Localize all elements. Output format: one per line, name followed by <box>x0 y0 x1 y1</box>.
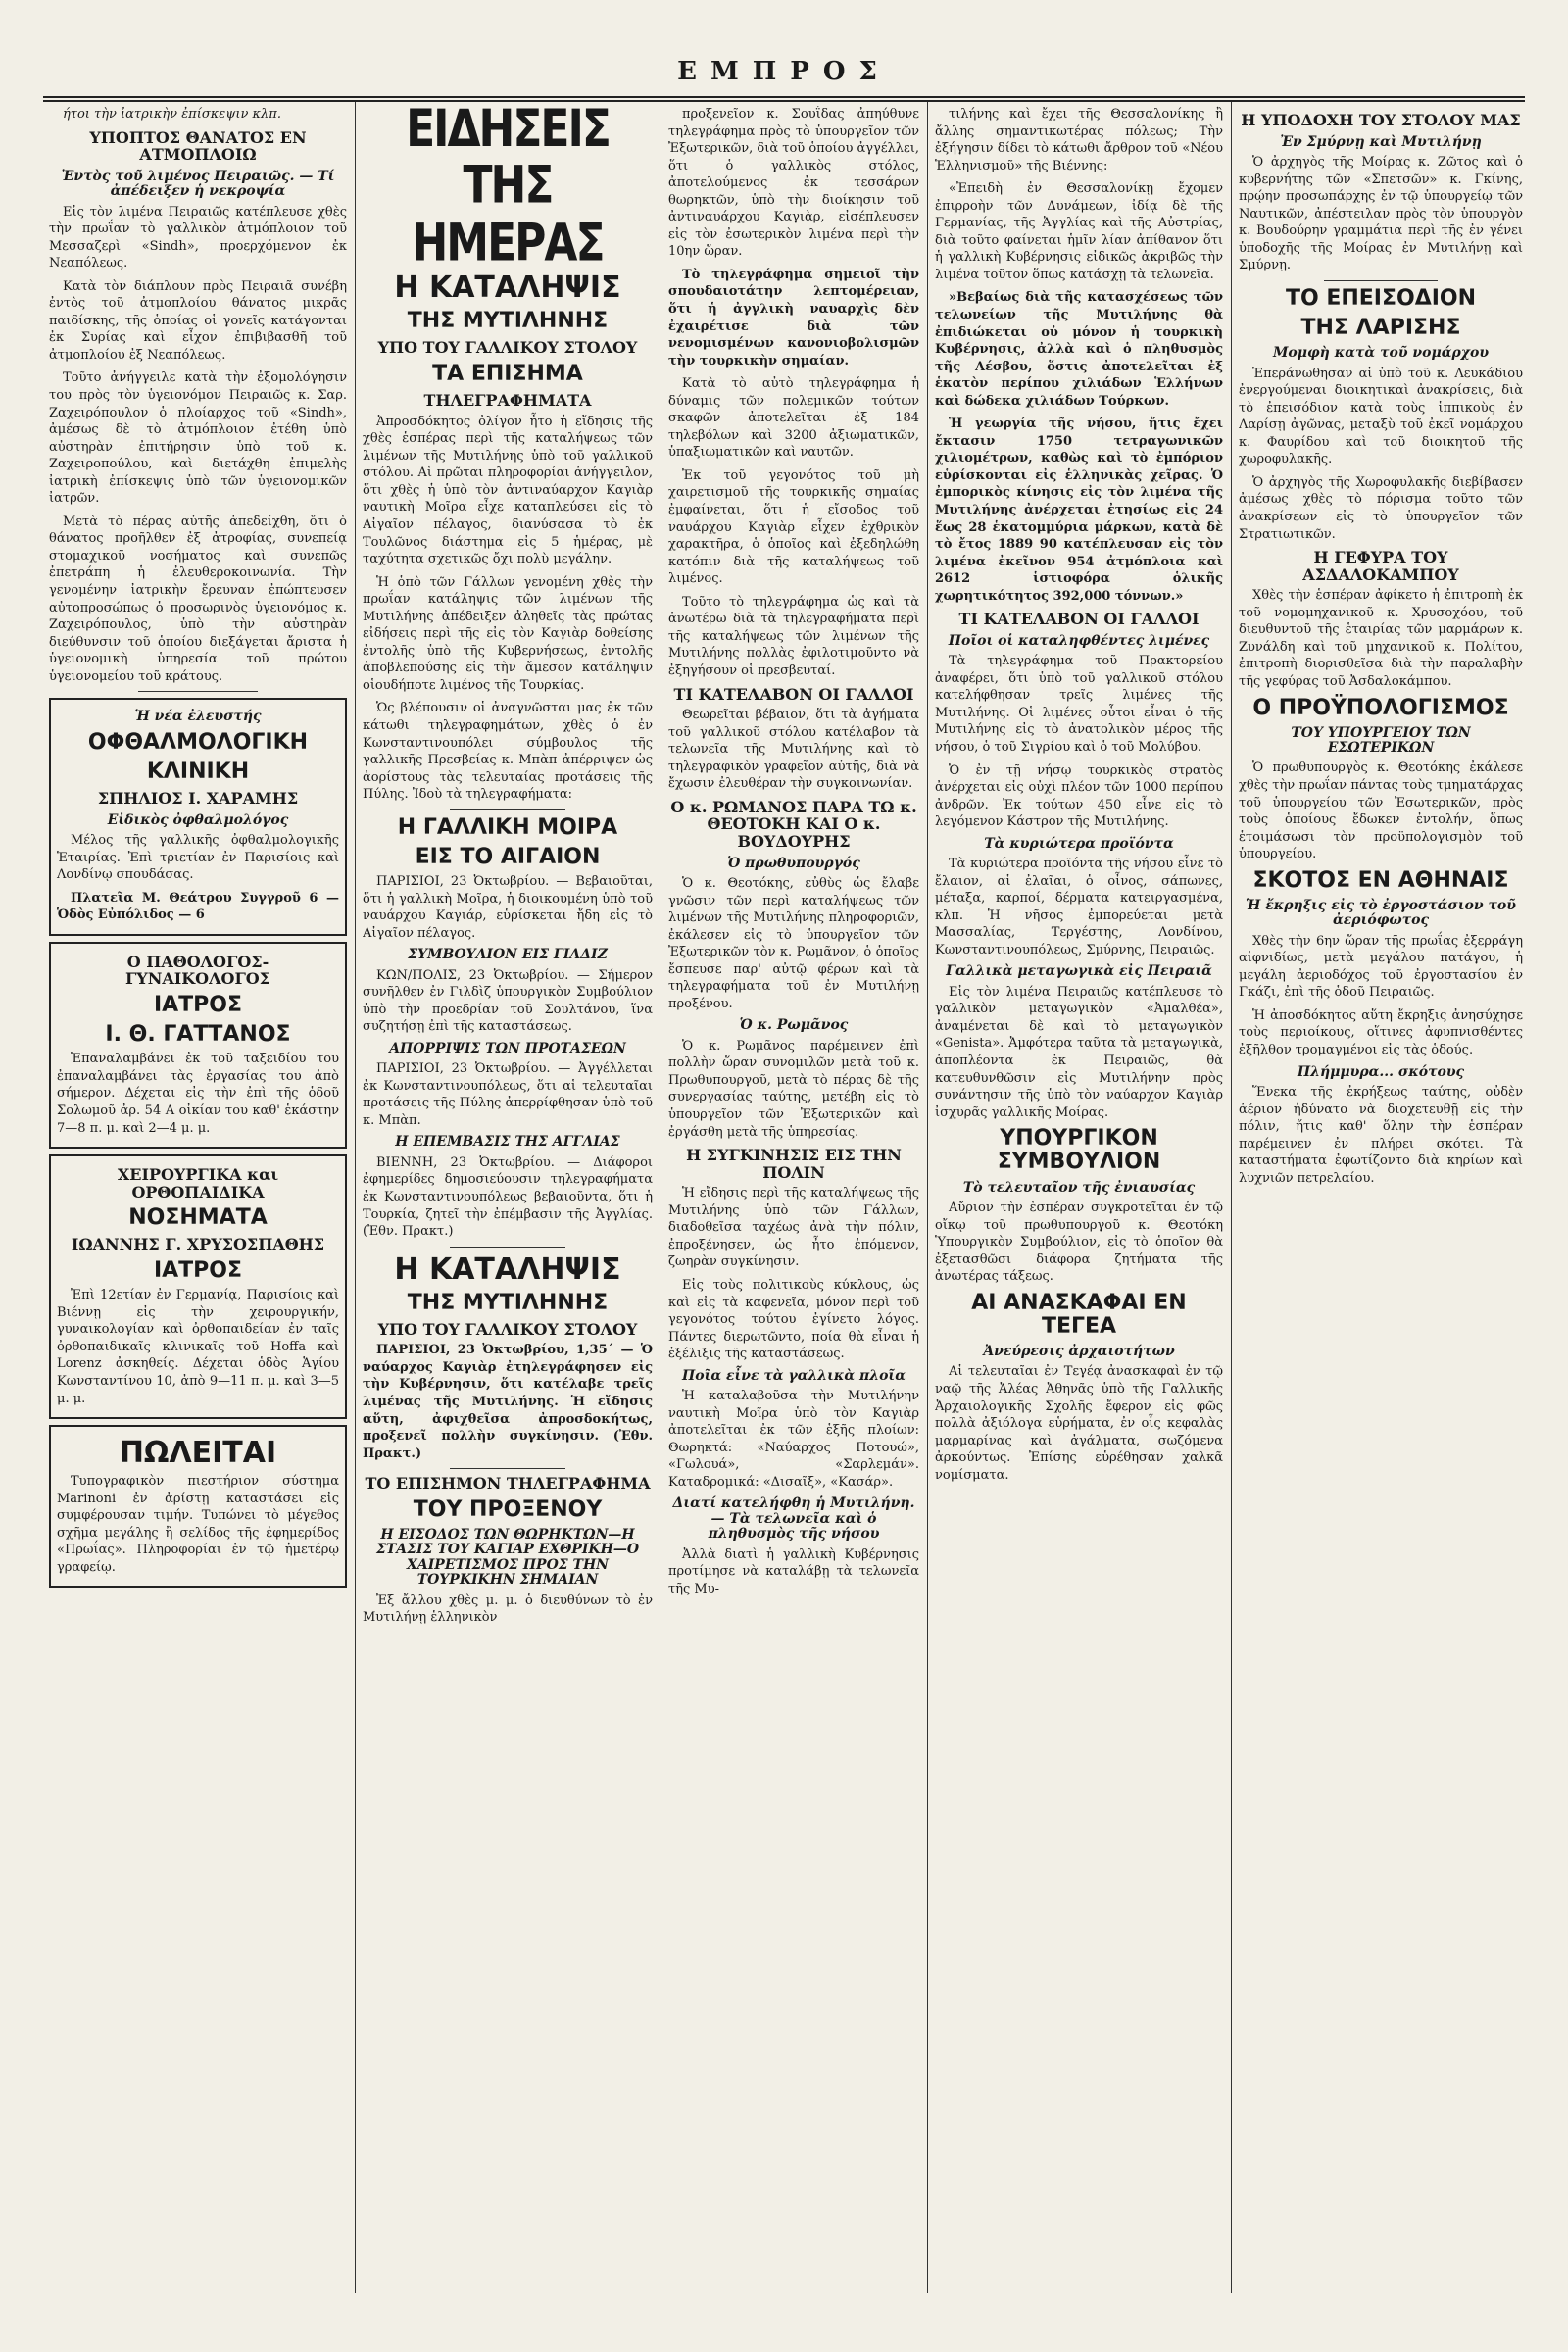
subheading: Ποῖοι οἱ καταληφθέντες λιμένες <box>948 632 1210 649</box>
ad-pathologist <box>49 942 347 1149</box>
headline: ΥΠΟΥΡΓΙΚΟΝ ΣΥΜΒΟΥΛΙΟΝ <box>997 1126 1161 1175</box>
ad-role: ΙΑΤΡΟΣ <box>153 992 243 1017</box>
article-paragraph: Αἱ τελευταῖαι ἐν Τεγέᾳ ἀνασκαφαὶ ἐν τῷ ναῷ τῆς Ἀλέας Ἀθηνᾶς ὑπὸ τῆς Γαλλικῆς Ἀρχαιολογικῆς Σχολῆς ἔφερον εἰς φῶς πολλὰ ἀξιόλογα εὑρήματα, ἐν οἷς κεφαλὰς μαρμαρίνας καὶ ἀγάλματα, σωζόμενα ἀρκούντως. Ἐπίσης εὑρέθησαν χαλκᾶ νομίσματα. <box>935 1364 1223 1483</box>
column-divider <box>661 102 662 2293</box>
subheading: Τὰ κυριώτερα προϊόντα <box>984 835 1174 852</box>
article-paragraph: προξενεῖον κ. Σουΐδας ἀπηύθυνε τηλεγράφημα πρὸς τὸ ὑπουργεῖον τῶν Ἐξωτερικῶν, διὰ τοῦ ὁποίου ἀγγέλλει, ὅτι ὁ γαλλικὸς στόλος, ἀποτελούμενος ἐκ τεσσάρων θωρηκτῶν, ὑπὸ τὴν διοίκησιν τοῦ ἀντιναυάρχου Καγιὰρ, εἰσέπλευσεν εἰς τὸν ἐσωτερικὸν λιμένα περὶ τὴν 10ην ὥραν. <box>668 107 919 260</box>
column-divider <box>355 102 356 2293</box>
column-divider <box>927 102 928 2293</box>
article-paragraph: Ἡ ὁπὸ τῶν Γάλλων γενομένη χθὲς τὴν πρωΐαν κατάληψις τῶν λιμένων τῆς Μυτιλήνης ἀπέδειξεν ἀληθεῖς τὰς πρώτας εἰδήσεις περὶ τῆς εἰς τὸν Καγιὰρ δοθείσης ἐντολῆς ὑπὸ τῆς Κυβερνήσεως, ἐντολῆς ἀποβλεπούσης εἰς τὴν ἄμεσον κατάληψιν οἱουδήποτε λιμένος τῆς Τουρκίας. <box>363 574 653 693</box>
column-4 <box>935 106 1223 2291</box>
subheading: Ὁ πρωθυπουργός <box>727 855 860 871</box>
divider <box>1324 280 1438 281</box>
column-1 <box>49 106 347 2291</box>
subheading: Ἀνεύρεσις ἀρχαιοτήτων <box>983 1344 1175 1360</box>
ad-text: Ἐπὶ 12ετίαν ἐν Γερμανίᾳ, Παρισίοις καὶ Βιέννῃ εἰς τὴν χειρουργικήν, γυναικολογίαν καὶ ὀρθοπαιδείαν ἐν ταῖς ὀρθοπαιδικαῖς κλινικαῖς τοῦ Hoffa καὶ Lorenz ἀσκηθείς. Δέχεται ὁδὸς Ἁγίου Κωνσταντίνου 10, ἀπὸ 9—11 π. μ. καὶ 3—5 μ. μ. <box>57 1288 339 1406</box>
headline: Ο ΠΡΟΫΠΟΛΟΓΙΣΜΟΣ <box>1252 695 1509 720</box>
article-paragraph: ΒΙΕΝΝΗ, 23 Ὀκτωβρίου. — Διάφοροι ἐφημερίδες δημοσιεύουσιν τηλεγραφήματα ἐκ Κωνσταντινουπόλεως βεβαιοῦντα, ὅτι ἡ Τουρκία, ζητεῖ τὴν ἐπέμβασιν τῆς Ἀγγλίας. (Ἐθν. Πρακτ.) <box>363 1154 653 1240</box>
headline: ΤΙ ΚΑΤΕΛΑΒΟΝ ΟΙ ΓΑΛΛΟΙ <box>673 684 914 704</box>
ad-text: Τυπογραφικὸν πιεστήριον σύστημα Marinoni ἐν ἀρίστῃ καταστάσει εἰς συμφέρουσαν τιμήν. Τυπώνει τὸ μέγεθος σχῆμα μεγάλης ἢ σελίδος τῆς ἐφημερίδος «Πρωΐας». Πληροφορίαι ἐν τῷ ἡμετέρῳ γραφείῳ. <box>57 1474 339 1575</box>
article-paragraph: Τὸ τηλεγράφημα σημειοῖ τὴν σπουδαιοτάτην λεπτομέρειαν, ὅτι ἡ ἀγγλικὴ ναυαρχὶς δὲν ἐχαιρέτισε διὰ τῶν νενομισμένων κανονιοβολισμῶν τὴν τουρκικὴν σημαίαν. <box>668 267 919 368</box>
subheading: ΑΠΟΡΡΙΨΙΣ ΤΩΝ ΠΡΟΤΑΣΕΩΝ <box>389 1040 626 1056</box>
headline: ΣΚΟΤΟΣ ΕΝ ΑΘΗΝΑΙΣ <box>1252 867 1509 893</box>
ad-surgery <box>49 1154 347 1419</box>
article-paragraph: Κατὰ τὸν διάπλουν πρὸς Πειραιᾶ συνέβη ἐντὸς τοῦ ἀτμοπλοίου θάνατος μικρᾶς παιδίσκης, τῆς ὁποίας οἱ γονεῖς κατάγονται ἐκ Συρίας καὶ εἶχον ἐπιβιβασθῆ τοῦ ἀτμοπλοίου ἐξ Νεαπόλεως. <box>49 278 347 363</box>
headline: ΤΗΣ ΜΥΤΙΛΗΝΗΣ <box>407 309 609 334</box>
subheading: Πλήμμυρα... σκότους <box>1297 1063 1465 1080</box>
article-paragraph: »Βεβαίως διὰ τῆς κατασχέσεως τῶν τελωνείων τῆς Μυτιλήνης θὰ ἐπιδιώκεται οὐ μόνον ἡ τουρκικὴ Κυβέρνησις, ἀλλὰ καὶ ὁ πληθυσμὸς τῆς Λέσβου, ὅστις ἀποτελεῖται ἐξ ἑκατὸν περίπου χιλιάδων Ἑλλήνων καὶ δώδεκα χιλιάδων Τούρκων. <box>935 290 1223 409</box>
article-paragraph: Ἐπεράνωθησαν αἱ ὑπὸ τοῦ κ. Λευκάδιου ἐνεργούμεναι διοικητικαὶ ἀνακρίσεις, διὰ τὸ ἐπεισόδιον κατὰ τοὺς ἱππικοὺς ἐν Λαρίσῃ ἀγῶνας, μεταξὺ τοῦ ἐκεῖ νομάρχου κ. Φαυρίδου καὶ τοῦ διοικητοῦ τῆς χωροφυλακῆς. <box>1239 366 1523 467</box>
headline: ΥΠΟ ΤΟΥ ΓΑΛΛΙΚΟΥ ΣΤΟΛΟΥ <box>377 1319 638 1339</box>
subheading: Γαλλικὰ μεταγωγικὰ εἰς Πειραιᾶ <box>946 963 1212 980</box>
article-paragraph: Ὁ πρωθυπουργὸς κ. Θεοτόκης ἐκάλεσε χθὲς τὴν πρωΐαν πάντας τοὺς τμηματάρχας τοῦ ὑπουργείου τῶν Ἐσωτερικῶν, πρὸς τοὺς ὁποίους ἔδωκεν ἐντολήν, ὅπως ἑτοιμάσωσι τὸν προϋπολογισμὸν τοῦ ὑπουργείου. <box>1239 760 1523 862</box>
article-paragraph: Ὡς βλέπουσιν οἱ ἀναγνῶσται μας ἐκ τῶν κάτωθι τηλεγραφημάτων, χθὲς ὁ ἐν Κωνσταντινουπόλει σύμβουλος τῆς γαλλικῆς Πρεσβείας κ. Μπὰπ ἀπέρριψεν ὡς ἀορίστους τὰς τελευταίας προτάσεις τῆς Πύλης. Ἰδοὺ τὰ τηλεγραφήματα: <box>363 701 653 803</box>
headline: Η ΥΠΟΔΟΧΗ ΤΟΥ ΣΤΟΛΟΥ ΜΑΣ <box>1241 111 1521 129</box>
col1-intro: ήτοι τὴν ἰατρικὴν ἐπίσκεψιν κλπ. <box>63 107 281 122</box>
ad-role: Εἰδικὸς ὀφθαλμολόγος <box>107 811 289 828</box>
subheading: Τὸ τελευταῖον τῆς ἐνιαυσίας <box>962 1179 1196 1196</box>
subheading: Ὁ κ. Ρωμᾶνος <box>739 1017 849 1034</box>
ad-title: Ο ΠΑΘΟΛΟΓΟΣ-ΓΥΝΑΙΚΟΛΟΓΟΣ <box>124 952 271 989</box>
article-paragraph: ΠΑΡΙΣΙΟΙ, 23 Ὀκτωβρίου, 1,35΄ — Ὁ ναύαρχος Καγιὰρ ἐτηλεγράφησεν εἰς τὴν Κυβέρνησιν, ὅτι κατέλαβε τρεῖς λιμένας τῆς Μυτιλήνης. Ἡ εἴδησις αὕτη, ἀφιχθεῖσα ἀπροσδοκήτως, προξενεῖ πολλὴν συγκίνησιν. (Ἐθν. Πρακτ.) <box>363 1343 653 1461</box>
ad-doctor-name: ΙΩΑΝΝΗΣ Γ. ΧΡΥΣΟΣΠΑΘΗΣ <box>71 1235 325 1254</box>
masthead-rule-2 <box>43 100 1525 102</box>
article-paragraph: Εἰς τὸν λιμένα Πειραιῶς κατέπλευσε τὸ γαλλικὸν μεταγωγικὸν «Ἀμαλθέα», ἀναμένεται δὲ καὶ τὸ μεταγωγικὸν «Genista». Ἀμφότερα ταῦτα τὰ μεταγωγικὰ, ἀποπλέοντα ἐκ Πειραιῶς, θὰ κατευθυνθῶσιν εἰς Μυτιλήνην πρὸς συνάντησιν τῆς ὑπὸ τὸν ναύαρχον Καγιὰρ ἰσχυρᾶς γαλλικῆς Μοίρας. <box>935 984 1223 1120</box>
article-paragraph: Τοῦτο τὸ τηλεγράφημα ὡς καὶ τὰ ἀνωτέρω διὰ τὰ τηλεγραφήματα περὶ τῆς καταλήψεως τῶν λιμένων τῆς Μυτιλήνης πολλὰς ἐφιλοτιμοῦντο νὰ ἐξηγήσουν οἱ πρεσβευταί. <box>668 594 919 678</box>
divider <box>450 1247 565 1248</box>
column-3 <box>668 106 919 2291</box>
subheading: Η ΕΠΕΜΒΑΣΙΣ ΤΗΣ ΑΓΓΛΙΑΣ <box>395 1134 620 1151</box>
headline: ΤΟ ΕΠΕΙΣΟΔΙΟΝ <box>1285 285 1477 311</box>
article-paragraph: ΚΩΝ/ΠΟΛΙΣ, 23 Ὀκτωβρίου. — Σήμερον συνῆλθεν ἐν Γιλδὶζ ὑπουργικὸν Συμβούλιον ὑπὸ τὴν προεδρίαν τοῦ Σουλτάνου, ἵνα συζητήσῃ ἐπὶ τῆς καταστάσεως. <box>363 967 653 1035</box>
article-paragraph: Ἡ καταλαβοῦσα τὴν Μυτιλήνην ναυτικὴ Μοῖρα ὑπὸ τὸν Καγιὰρ ἀποτελεῖται ἐκ τῶν ἑξῆς πλοίων: Θωρηκτά: «Ναύαρχος Ποτουώ», «Γωλουά», «Σαρλεμάν». Καταδρομικά: «Δισαῖξ», «Κασάρ». <box>668 1389 919 1490</box>
article-paragraph: Ἐκ τοῦ γεγονότος τοῦ μὴ χαιρετισμοῦ τῆς τουρκικῆς σημαίας ἐμφαίνεται, ὅτι ἡ εἴσοδος τοῦ ναυάρχου Καγιὰρ εἶχεν ἐχθρικὸν χαρακτῆρα, ὁ ὁποῖος καὶ ἐξεδηλώθη κατόπιν διὰ τῆς καταλήψεως τοῦ λιμένος. <box>668 467 919 587</box>
article-paragraph: Τὰ τηλεγράφημα τοῦ Πρακτορείου ἀναφέρει, ὅτι ὑπὸ τοῦ γαλλικοῦ στόλου κατελήφθησαν τρεῖς λιμένες τῆς Μυτιλήνης. Οἱ λιμένες οὗτοι εἶναι ὁ τῆς Μυτιλήνης εἰς τὸ ἀνατολικὸν μέρος τῆς νήσου, ὁ τοῦ Σιγρίου καὶ ὁ τοῦ Μολύβου. <box>935 654 1223 756</box>
subheading: Ἡ ἔκρηξις εἰς τὸ ἐργοστάσιον τοῦ ἀεριόφωτος <box>1246 897 1516 929</box>
ad-doctor-name: Ι. Θ. ΓΑΤΤΑΝΟΣ <box>105 1022 291 1048</box>
subheading: ΤΟΥ ΥΠΟΥΡΓΕΙΟΥ ΤΩΝ ΕΣΩΤΕΡΙΚΩΝ <box>1291 724 1471 757</box>
subheading: ΣΥΜΒΟΥΛΙΟΝ ΕΙΣ ΓΙΛΔΙΖ <box>408 947 608 963</box>
article-paragraph: Θεωρεῖται βέβαιον, ὅτι τὰ ἀγήματα τοῦ γαλλικοῦ στόλου κατέλαβον τὰ τελωνεῖα τῆς Μυτιλήνης καὶ τὸ τηλεγραφικὸν γραφεῖον αὐτῆς, διὰ νὰ ἔχωσιν ἐλευθέραν τὴν συγκοινωνίαν. <box>668 708 919 792</box>
article-paragraph: ΠΑΡΙΣΙΟΙ, 23 Ὀκτωβρίου. — Βεβαιοῦται, ὅτι ἡ γαλλικὴ Μοῖρα, ἡ διοικουμένη ὑπὸ τοῦ ναυάρχου Καγιάρ, εὑρίσκεται ἤδη εἰς τὸ Αἰγαῖον πέλαγος. <box>363 874 653 941</box>
ad-title: ΝΟΣΗΜΑΤΑ <box>128 1205 268 1231</box>
headline: Η ΓΕΦΥΡΑ ΤΟΥ ΑΣΔΑΛΟΚΑΜΠΟΥ <box>1302 548 1459 584</box>
article-paragraph: Ἐξ ἄλλου χθὲς μ. μ. ὁ διευθύνων τὸ ἐν Μυτιλήνῃ ἑλληνικὸν <box>363 1592 653 1626</box>
subheading: Διατί κατελήφθη ἡ Μυτιλήνη. — Τὰ τελωνεῖα καὶ ὁ πληθυσμὸς τῆς νήσου <box>672 1495 915 1543</box>
headline: Η ΚΑΤΑΛΗΨΙΣ <box>394 1251 621 1287</box>
article-paragraph: Εἰς τοὺς πολιτικοὺς κύκλους, ὡς καὶ εἰς τὰ καφενεῖα, μόνον περὶ τοῦ γεγονότος τούτου ἐγίνετο λόγος. Πάντες διερωτῶντο, ποία θὰ εἶναι ἡ ἐξέλιξις τῆς καταστάσεως. <box>668 1277 919 1362</box>
article-paragraph: Ἀλλὰ διατὶ ἡ γαλλικὴ Κυβέρνησις προτίμησε νὰ καταλάβῃ τὰ τελωνεῖα τῆς Μυ- <box>668 1546 919 1596</box>
article-paragraph: Ὁ κ. Θεοτόκης, εὐθὺς ὡς ἔλαβε γνῶσιν τῶν περὶ καταλήψεως τῶν λιμένων τῆς Μυτιλήνης πληροφοριῶν, ἐκάλεσεν εἰς τὸ ὑπουργεῖον τῶν Ἐξωτερικῶν τὸν κ. Ρωμᾶνον, ὁ ὁποῖος ἔσπευσε παρ' αὐτῷ φέρων καὶ τὰ τηλεγραφήματα τοῦ ἐν Μυτιλήνῃ προξένου. <box>668 876 919 1011</box>
article-paragraph: Ἕνεκα τῆς ἐκρήξεως ταύτης, οὐδὲν ἀέριον ἠδύνατο νὰ διοχετευθῇ εἰς τὴν πόλιν, ἥτις καθ' ὅλην τὴν ἑσπέραν παρέμεινεν ἐν πλήρει σκότει. Τὰ καταστήματα ἐφωτίζοντο διὰ κηρίων καὶ λυχνιῶν πετρελαίου. <box>1239 1084 1523 1186</box>
article-paragraph: «Ἐπειδὴ ἐν Θεσσαλονίκῃ ἔχομεν ἐπιρροὴν τῶν Δυνάμεων, ἰδίᾳ δὲ τῆς Γερμανίας, τῆς Ἀγγλίας καὶ τῆς Αὐστρίας, διὰ τοῦτο φαίνεται ἡμῖν λίαν ἀπίθανον ὅτι ἡ γαλλικὴ Κυβέρνησις εἰδικῶς ἀκριβῶς τὴν λιμένα τοῦτον ὅπως κατάσχῃ τὰ τελωνεῖα. <box>935 181 1223 282</box>
article-paragraph: Ὁ ἀρχηγὸς τῆς Χωροφυλακῆς διεβίβασεν ἀμέσως χθὲς τὸ πόρισμα τοῦτο τῶν ἀνακρίσεων εἰς τὸ ὑπουργεῖον τῶν Στρατιωτικῶν. <box>1239 474 1523 542</box>
section-heading: ΤΑ ΕΠΙΣΗΜΑ <box>432 361 583 386</box>
subheading: Ἐν Σμύρνῃ καὶ Μυτιλήνῃ <box>1280 133 1482 150</box>
subheading: Η ΕΙΣΟΔΟΣ ΤΩΝ ΘΩΡΗΚΤΩΝ—Η ΣΤΑΣΙΣ ΤΟΥ ΚΑΓΙΑΡ ΕΧΘΡΙΚΗ—Ο ΧΑΙΡΕΤΙΣΜΟΣ ΠΡΟΣ ΤΗΝ ΤΟΥΡΚΙΚΗΝ ΣΗΜΑΙΑΝ <box>375 1527 640 1589</box>
col1-subheading: Ἐντὸς τοῦ λιμένος Πειραιῶς. — Τί ἀπέδειξεν ἡ νεκροψία <box>61 168 335 200</box>
article-paragraph: Ὁ ἐν τῇ νήσῳ τουρκικὸς στρατὸς ἀνέρχεται εἰς οὐχὶ πλέον τῶν 1000 περίπου ἀνδρῶν. Ἐκ τούτων 450 εἶνε εἰς τὸ λεγόμενον Κάστρον τῆς Μυτιλήνης. <box>935 762 1223 830</box>
headline: ΑΙ ΑΝΑΣΚΑΦΑΙ ΕΝ ΤΕΓΕΑ <box>971 1290 1187 1339</box>
headline: ΤΗΣ ΜΥΤΙΛΗΝΗΣ <box>407 1290 609 1315</box>
article-paragraph: Ἡ ἀποσδόκητος αὕτη ἔκρηξις ἀνησύχησε τοὺς περιοίκους, οἵτινες ἀφυπνισθέντες ἐξῆλθον τρομαγμένοι εἰς τὰς ὁδούς. <box>1239 1007 1523 1058</box>
article-paragraph: Ἡ γεωργία τῆς νήσου, ἥτις ἔχει ἔκτασιν 1750 τετραγωνικῶν χιλιομέτρων, καθὼς καὶ τὸ ἐμπόριον εὑρίσκονται εἰς ἑλληνικὰς χεῖρας. Ὁ ἐμπορικὸς κίνησις εἰς τὸν λιμένα τῆς Μυτιλήνης ἀνέρχεται ἐτησίως εἰς 24 ἕως 28 ἑκατομμύρια μάρκων, κατὰ δὲ τὸ ἔτος 1889 90 κατέπλευσαν εἰς τὸν λιμένα ἐκεῖνον 954 ἀτμόπλοια καὶ 2612 ἱστιοφόρα ὁλικῆς χωρητικότητος 392,000 τόννων.» <box>935 416 1223 604</box>
article-paragraph: Χθὲς τὴν 6ην ὥραν τῆς πρωΐας ἐξερράγη αἰφνιδίως, μετὰ μεγάλου πατάγου, ἡ μεγάλη ἀεριοδόχος τοῦ ἐργοστασίου ἐν Γκάζι, ἐπὶ τῆς ὁδοῦ Πειραιῶς. <box>1239 933 1523 1001</box>
divider <box>450 809 565 810</box>
ad-kicker: Ἡ νέα ἐλευστής <box>134 709 262 725</box>
article-paragraph: Τὰ κυριώτερα προϊόντα τῆς νήσου εἶνε τὸ ἔλαιον, αἱ ἐλαῖαι, ὁ οἶνος, σάπωνες, μέταξα, καρποί, δέρματα κατειργασμένα, κλπ. Ἡ νῆσος ἐμπορεύεται μετὰ Μασσαλίας, Τεργέστης, Λονδίνου, Κωνσταντινουπόλεως, Σμύρνης, Πειραιῶς. <box>935 857 1223 957</box>
ad-doctor-name: ΣΠΗΛΙΟΣ Ι. ΧΑΡΑΜΗΣ <box>97 789 299 808</box>
divider <box>450 1468 565 1469</box>
divider <box>138 691 258 692</box>
section-banner: ΕΙΔΗΣΕΙΣ ΤΗΣ ΗΜΕΡΑΣ <box>406 106 610 273</box>
headline: ΤΗΣ ΛΑΡΙΣΗΣ <box>1300 316 1461 340</box>
headline: Η ΓΑΛΛΙΚΗ ΜΟΙΡΑ <box>397 814 618 840</box>
article-paragraph: Εἰς τὸν λιμένα Πειραιῶς κατέπλευσε χθὲς τὴν πρωΐαν τὸ γαλλικὸν ἀτμόπλοιον τοῦ Μεσσαζερὶ «Sindh», προερχόμενον ἐκ Νεαπόλεως. <box>49 204 347 271</box>
headline: Η ΣΥΓΚΙΝΗΣΙΣ ΕΙΣ ΤΗΝ ΠΟΛΙΝ <box>686 1146 902 1182</box>
headline: ΤΙ ΚΑΤΕΛΑΒΟΝ ΟΙ ΓΑΛΛΟΙ <box>958 610 1200 629</box>
column-5 <box>1239 106 1523 2291</box>
column-divider <box>1231 102 1232 2293</box>
article-paragraph: Χθὲς τὴν ἑσπέραν ἀφίκετο ἡ ἐπιτροπὴ ἐκ τοῦ νομομηχανικοῦ κ. Χρυσοχόου, τοῦ διευθυντοῦ τῆς ἑταιρίας τῶν μαρμάρων κ. Ζυνάλδη καὶ τοῦ μηχανικοῦ κ. Πολίτου, ἐπιτροπὴ διορισθεῖσα διὰ τὴν παραλαβὴν τῆς γεφύρας τοῦ Ἀσδαλοκάμπου. <box>1239 588 1523 689</box>
ad-ophthalmology <box>49 698 347 935</box>
subheading: Ποῖα εἶνε τὰ γαλλικὰ πλοῖα <box>682 1367 906 1384</box>
ad-address: Πλατεῖα Μ. Θεάτρου Συγγροῦ 6 — Ὁδὸς Εὐπόλιδος — 6 <box>57 890 339 923</box>
subheading: Μομφὴ κατὰ τοῦ νομάρχου <box>1272 345 1490 362</box>
article-paragraph: Ὁ ἀρχηγὸς τῆς Μοίρας κ. Ζῶτος καὶ ὁ κυβερνήτης τῶν «Σπετσῶν» κ. Γκίνης, πρῴην προσωπάρχης ἐν τῷ ὑπουργείῳ τῶν Ναυτικῶν, ἀπέστειλαν πρὸς τὸν ὑπουργὸν κ. Βουδούρην γραμμάτια περὶ τῆς ἐν γένει ὑποδοχῆς τῆς Μοίρας ἐν Μυτιλήνῃ καὶ Σμύρνῃ. <box>1239 154 1523 273</box>
headline: Η ΚΑΤΑΛΗΨΙΣ <box>394 270 621 306</box>
ad-role: ΙΑΤΡΟΣ <box>153 1258 243 1284</box>
masthead-rule <box>43 96 1525 98</box>
headline: ΤΟΥ ΠΡΟΞΕΝΟΥ <box>413 1496 603 1522</box>
article-paragraph: Ἀπροσδόκητος ὀλίγον ἦτο ἡ εἴδησις τῆς χθὲς ἑσπέρας περὶ τῆς καταλήψεως τῶν λιμένων τῆς Μυτιλήνης ὑπὸ τοῦ γαλλικοῦ στόλου. Αἱ πρῶται πληροφορίαι ἀνήγγειλον, ὅτι χθὲς ἡ ὑπὸ τὸν ἀντιναύαρχον Καγιὰρ ναυτικὴ Μοῖρα εἶχε καταπλεύσει εἰς τὸ Αἰγαῖον πέλαγος, διανύσασα τὸ ἐκ Τουλῶνος διάστημα εἰς 5 ἡμέρας, μὲ ταχύτητα σχετικῶς ὄχι πολὺ μεγάλην. <box>363 414 653 567</box>
section-heading: ΤΗΛΕΓΡΑΦΗΜΑΤΑ <box>423 391 592 411</box>
headline: Ο κ. ΡΩΜΑΝΟΣ ΠΑΡΑ ΤΩ κ. ΘΕΟΤΟΚΗ ΚΑΙ Ο κ. ΒΟΥΔΟΥΡΗΣ <box>670 797 917 852</box>
article-paragraph: τιλήνης καὶ ἔχει τῆς Θεσσαλονίκης ἢ ἄλλης σημαντικωτέρας πόλεως; Τὴν ἐξήγησιν δίδει τὸ κάτωθι ἄρθρον τοῦ «Νέου Ἑλληνισμοῦ» τῆς Βιέννης: <box>935 107 1223 173</box>
headline: ΥΠΟ ΤΟΥ ΓΑΛΛΙΚΟΥ ΣΤΟΛΟΥ <box>377 338 638 358</box>
col1-heading-suspect-death: ΥΠΟΠΤΟΣ ΘΑΝΑΤΟΣ ΕΝ ΑΤΜΟΠΛΟΙΩ <box>89 127 307 165</box>
masthead: ΕΜΠΡΟΣ <box>677 57 891 86</box>
ad-title: ΧΕΙΡΟΥΡΓΙΚΑ και ΟΡΘΟΠΑΙΔΙΚΑ <box>117 1165 279 1201</box>
article-paragraph: Ἡ εἴδησις περὶ τῆς καταλήψεως τῆς Μυτιλήνης ὑπὸ τῶν Γάλλων, διαδοθεῖσα ταχέως ἀνὰ τὴν πόλιν, ἐπροξένησεν, ὡς ἦτο ἑπόμενον, ζωηρὰν συγκίνησιν. <box>668 1186 919 1270</box>
ad-title: ΠΩΛΕΙΤΑΙ <box>119 1436 277 1471</box>
article-paragraph: Τοῦτο ἀνήγγειλε κατὰ τὴν ἐξομολόγησιν του πρὸς τὸν ὑγειονόμον Πειραιῶς κ. Σαρ. Ζαχειρόπουλον ὁ πλοίαρχος τοῦ «Sindh», ἀμέσως δὲ τὸ ἀτμόπλοιον ἐτέθη ὑπὸ αὐστηρὰν ἐπιτήρησιν ὑπὸ τοῦ κ. Ζαχειροπούλου, καὶ διετάχθη ἐπιμελὴς ἰατρικὴ ἐπίσκεψις ὑπὸ τῶν ὑγειονομικῶν ἰατρῶν. <box>49 370 347 507</box>
ad-text: Ἐπαναλαμβάνει ἐκ τοῦ ταξειδίου του ἐπαναλαμβάνει τὰς ἐργασίας του ἀπὸ σήμερον. Δέχεται εἰς τὴν ἐπὶ τῆς ὁδοῦ Σολωμοῦ ἀρ. 54 Α οἰκίαν του καθ' ἑκάστην 7—8 π. μ. καὶ 2—4 μ. μ. <box>57 1052 339 1136</box>
ad-text: Μέλος τῆς γαλλικῆς ὀφθαλμολογικῆς Ἑταιρίας. Ἐπὶ τριετίαν ἐν Παρισίοις καὶ Λονδίνῳ σπουδάσας. <box>57 833 339 883</box>
column-2 <box>363 106 653 2291</box>
article-paragraph: Κατὰ τὸ αὐτὸ τηλεγράφημα ἡ δύναμις τῶν πολεμικῶν τούτων σκαφῶν ἀποτελεῖται ἐξ 184 τηλεβόλων καὶ 3200 ἀξιωματικῶν, ὑπαξιωματικῶν καὶ ναυτῶν. <box>668 376 919 461</box>
headline: ΕΙΣ ΤΟ ΑΙΓΑΙΟΝ <box>415 844 601 869</box>
article-paragraph: Μετὰ τὸ πέρας αὐτῆς ἀπεδείχθη, ὅτι ὁ θάνατος προῆλθεν ἐξ ἀτροφίας, συνεπείᾳ στομαχικοῦ νοσήματος καὶ συνεπῶς ἐπετράπη ἡ ἐλευθεροκοινωνία. Τὴν γενομένην ἰατρικὴν ἔρευναν ἐπώπτευσεν αὐτοπροσώπως ὁ προσωρινὸς ὑγειονόμος κ. Ζαχειρόπουλος, ὑπὸ τὴν αὐστηρὰν διεύθυνσιν τοῦ ὁποίου διεξάγεται ἄριστα ἡ ὑγειονομικὴ ὑπηρεσία τοῦ πρώτου ὑγειονομείου τοῦ κράτους. <box>49 514 347 684</box>
article-paragraph: Αὔριον τὴν ἑσπέραν συγκροτεῖται ἐν τῷ οἴκῳ τοῦ πρωθυπουργοῦ κ. Θεοτόκη Ὑπουργικὸν Συμβούλιον, εἰς τὸ ὁποῖον θὰ ἐξετασθῶσι διάφορα ζητήματα τῆς ἀνωτέρας τάξεως. <box>935 1200 1223 1285</box>
headline: ΤΟ ΕΠΙΣΗΜΟΝ ΤΗΛΕΓΡΑΦΗΜΑ <box>365 1474 651 1494</box>
article-paragraph: Ὁ κ. Ρωμᾶνος παρέμεινεν ἐπὶ πολλὴν ὥραν συνομιλῶν μετὰ τοῦ κ. Πρωθυπουργοῦ, μετὰ τὸ πέρας δὲ τῆς συνεργασίας ταύτης, μετέβη εἰς τὸ ὑπουργεῖον τῶν Ἐξωτερικῶν καὶ ἐργάσθη μετὰ τῆς ὑπηρεσίας. <box>668 1038 919 1140</box>
ad-title: ΟΦΘΑΛΜΟΛΟΓΙΚΗ <box>87 729 309 755</box>
article-paragraph: ΠΑΡΙΣΙΟΙ, 23 Ὀκτωβρίου. — Ἀγγέλλεται ἐκ Κωνσταντινουπόλεως, ὅτι αἱ τελευταῖαι προτάσεις τῆς Πύλης ἀπερρίφθησαν ὑπὸ τοῦ κ. Μπὰπ. <box>363 1061 653 1128</box>
ad-for-sale <box>49 1425 347 1588</box>
ad-title: ΚΛΙΝΙΚΗ <box>146 759 250 784</box>
